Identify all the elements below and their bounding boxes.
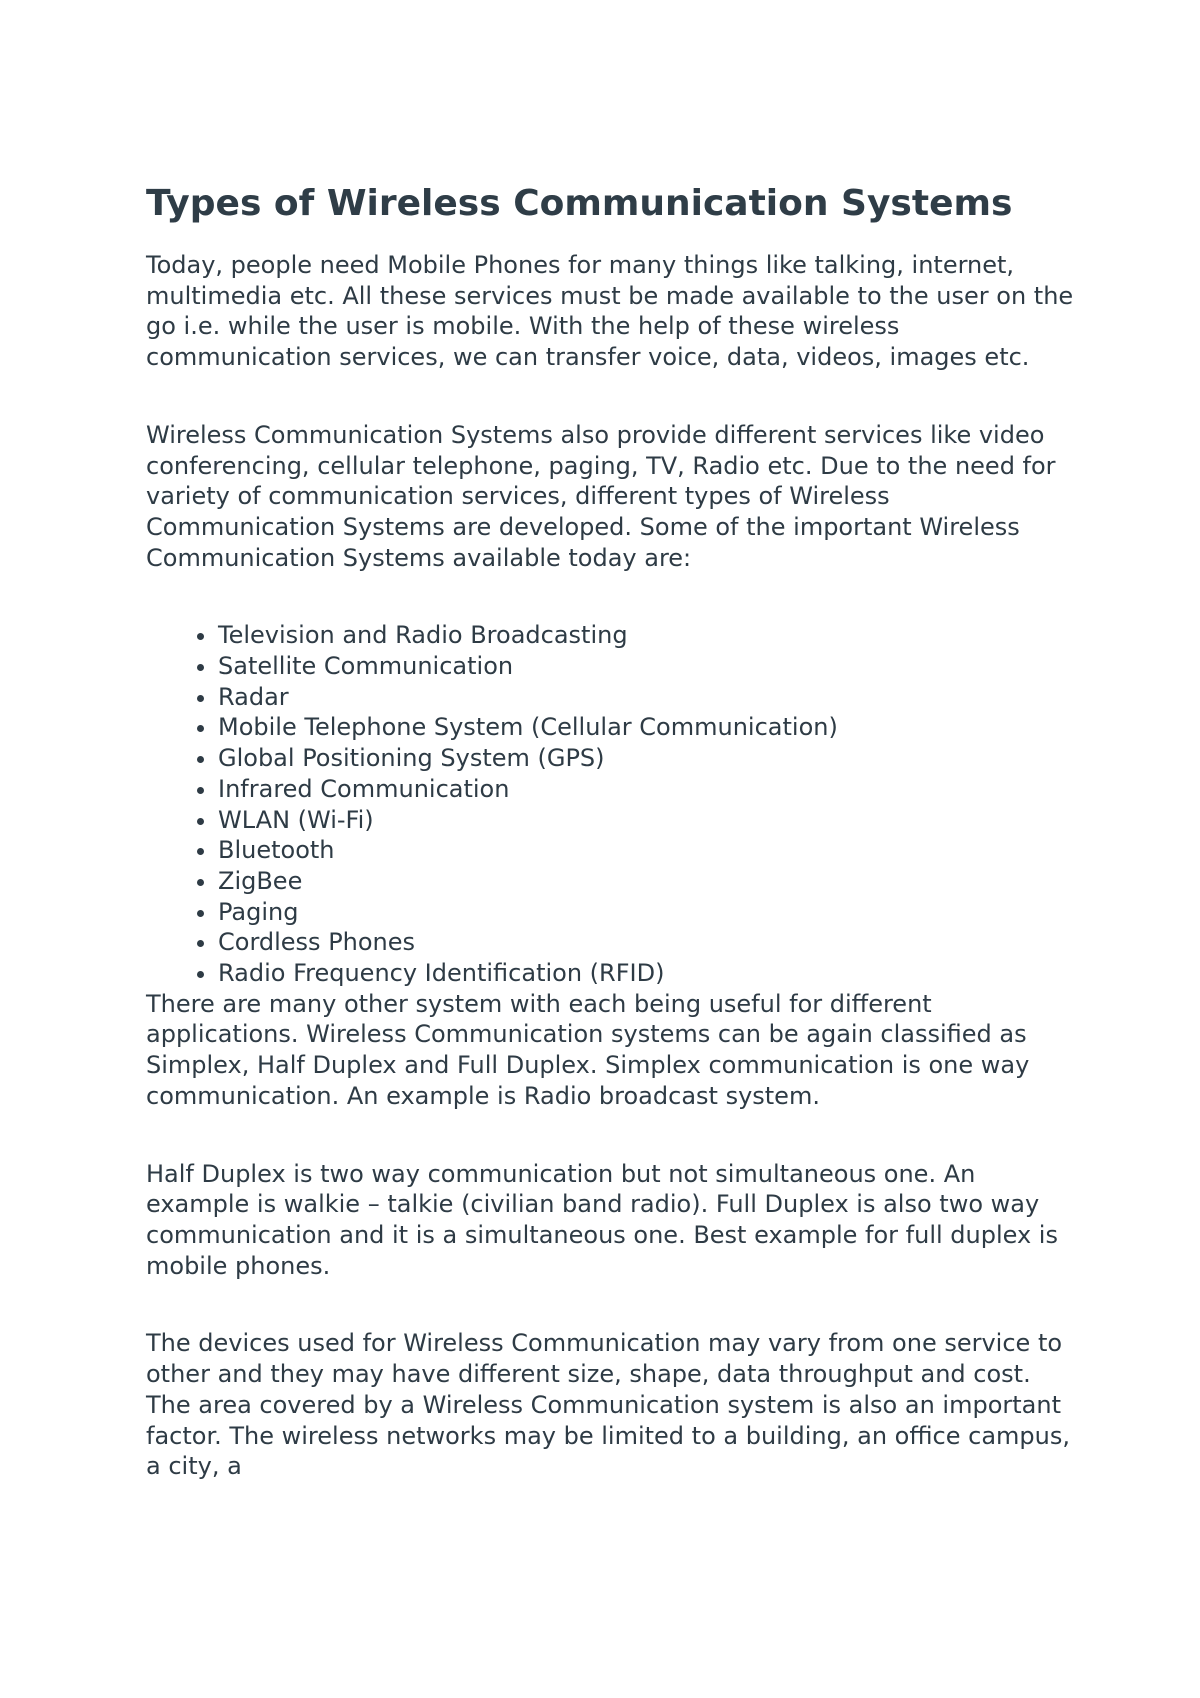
list-item: • Mobile Telephone System (Cellular Communication) — [218, 712, 1076, 743]
paragraph-devices: The devices used for Wireless Communication may vary from one service to other and they may have different size, shape, data throughput and cost. The area covered by a Wireless Communication system is also an important factor. The wireless networks may be limited to a building, an office campus, a city, a — [146, 1329, 1070, 1481]
paragraph-classification: There are many other system with each being useful for different applications. Wireless Communication systems can be again classified as Simplex, Half Duplex and Full Duplex. Simplex communication is one way communication. An example is Radio broadcast system. — [146, 989, 1030, 1110]
paragraph-duplex: Half Duplex is two way communication but not simultaneous one. An example is walkie – talkie (civilian band radio). Full Duplex is also two way communication and it is a simultaneous one. Best example for full duplex is mobile phones. — [146, 1159, 1058, 1280]
list-item: • Global Positioning System (GPS) — [218, 743, 1076, 774]
systems-list — [146, 620, 1076, 988]
list-item: • Bluetooth — [218, 835, 1076, 866]
paragraph-services: Wireless Communication Systems also provide different services like video conferencing, cellular telephone, paging, TV, Radio etc. Due to the need for variety of communication services, different types of Wireless Communication Systems are developed. Some of the important Wireless Communication Systems available today are: — [146, 420, 1056, 572]
list-item: • Radio Frequency Identification (RFID) — [218, 958, 1076, 989]
list-item: • Television and Radio Broadcasting — [218, 620, 1076, 651]
list-item: • Infrared Communication — [218, 774, 1076, 805]
list-item: • Radar — [218, 682, 1076, 713]
list-item: • Paging — [218, 897, 1076, 928]
page-title: Types of Wireless Communication Systems — [146, 183, 1013, 224]
document-page — [146, 180, 1076, 1482]
paragraph-intro: Today, people need Mobile Phones for many things like talking, internet, multimedia etc. All these services must be made available to the user on the go i.e. while the user is mobile. With the help of these wireless communication services, we can transfer voice, data, videos, images etc. — [146, 251, 1074, 372]
paragraph-spacer — [146, 1281, 1076, 1328]
paragraph-spacer — [146, 573, 1076, 620]
list-item: • WLAN (Wi-Fi) — [218, 805, 1076, 836]
paragraph-spacer — [146, 1112, 1076, 1159]
paragraph-spacer — [146, 373, 1076, 420]
list-item: • ZigBee — [218, 866, 1076, 897]
list-item: • Satellite Communication — [218, 651, 1076, 682]
list-item: • Cordless Phones — [218, 927, 1076, 958]
